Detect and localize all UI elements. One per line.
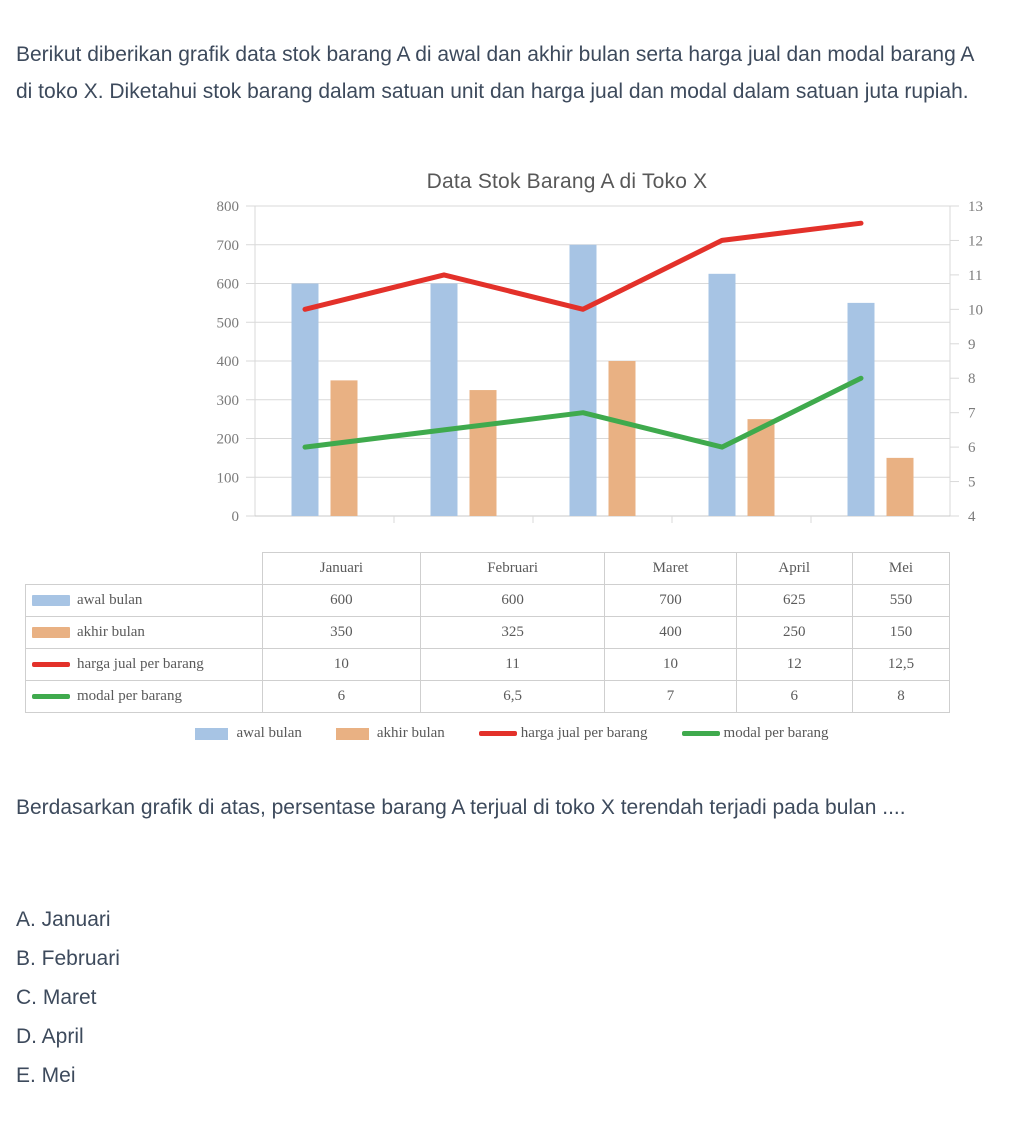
chart-container [0,170,1024,524]
chart-title: Data Stok Barang A di Toko X [426,170,708,193]
plot-area [0,194,1024,524]
chart-legend [0,725,1024,742]
legend-item [682,725,829,742]
chart-svg [0,194,1024,524]
table-series-label-text: modal per barang [77,688,182,705]
bar-akhir-bulan-maret [609,361,636,516]
table-row [26,585,950,617]
bar-awal-bulan-mei [848,303,875,516]
legend-box-icon [336,728,369,740]
chart-data-table [25,552,950,713]
table-cell: 325 [420,617,605,649]
table-cell: 600 [420,585,605,617]
bar-awal-bulan-februari [431,284,458,517]
bar-awal-bulan-januari [292,284,319,517]
legend-item-label: akhir bulan [376,725,445,741]
answer-choice-c[interactable]: C. Maret [16,986,97,1009]
y-axis-left-tick-label: 500 [216,315,239,332]
legend-item-label: harga jual per barang [520,725,648,741]
table-cell: 550 [852,585,949,617]
answer-choice-d[interactable]: D. April [16,1025,84,1048]
table-month-header: April [736,553,852,585]
table-cell: 350 [263,617,421,649]
table-series-label-text: akhir bulan [77,624,145,641]
answer-choice-e[interactable]: E. Mei [16,1064,76,1087]
table-cell: 8 [852,681,949,713]
y-axis-left-tick-label: 700 [216,237,239,254]
y-axis-right-tick-label: 7 [968,405,976,422]
table-cell: 10 [263,649,421,681]
y-axis-right-tick-label: 5 [968,474,976,491]
table-series-label [26,681,263,713]
y-axis-right-tick-label: 6 [968,440,976,457]
legend-line-icon [32,694,70,699]
table-series-label [26,617,263,649]
y-axis-right-tick-label: 4 [968,509,976,524]
table-month-header: Maret [605,553,736,585]
legend-line-icon [479,731,517,736]
table-cell: 6,5 [420,681,605,713]
legend-item-label: modal per barang [723,725,829,741]
table-cell: 6 [736,681,852,713]
y-axis-right-tick-label: 10 [968,302,983,319]
table-series-label [26,585,263,617]
table-cell: 600 [263,585,421,617]
table-cell: 12,5 [852,649,949,681]
table-cell: 11 [420,649,605,681]
prompt-text: Berikut diberikan grafik data stok barang A di awal dan akhir bulan serta harga jual dan modal barang A di toko X. Diketahui stok barang dalam satuan unit dan harga jual dan modal dalam satuan juta rupiah. [16,43,974,103]
y-axis-left-tick-label: 400 [216,354,239,370]
y-axis-right-tick-label: 13 [968,199,983,215]
y-axis-left-tick-label: 300 [216,392,239,409]
table-corner-cell [26,553,263,585]
y-axis-left-tick-label: 600 [216,276,239,293]
legend-line-icon [682,731,720,736]
bar-akhir-bulan-februari [470,390,497,516]
table-cell: 400 [605,617,736,649]
table-series-label-text: harga jual per barang [77,656,204,673]
table-month-header: Januari [263,553,421,585]
table-series-label [26,649,263,681]
table-header-row [26,553,950,585]
y-axis-right-tick-label: 8 [968,371,976,388]
y-axis-left-tick-label: 0 [231,509,239,524]
legend-item-label: awal bulan [236,725,302,741]
bar-awal-bulan-april [709,274,736,516]
legend-item [479,725,648,742]
legend-box-icon [32,627,70,638]
table-row [26,649,950,681]
table-cell: 7 [605,681,736,713]
legend-line-icon [32,662,70,667]
table-cell: 12 [736,649,852,681]
question-text: Berdasarkan grafik di atas, persentase barang A terjual di toko X terendah terjadi pada bulan .... [16,796,906,819]
table-cell: 250 [736,617,852,649]
y-axis-left-tick-label: 200 [216,431,239,448]
bar-awal-bulan-maret [570,245,597,516]
table-row [26,617,950,649]
y-axis-left-tick-label: 100 [216,470,239,487]
y-axis-right-tick-label: 12 [968,233,983,250]
table-cell: 6 [263,681,421,713]
answer-choice-b[interactable]: B. Februari [16,947,120,970]
table-cell: 700 [605,585,736,617]
legend-box-icon [195,728,228,740]
answer-choices [16,900,616,1095]
y-axis-left-tick-label: 800 [216,199,239,215]
table-month-header: Februari [420,553,605,585]
table-cell: 150 [852,617,949,649]
legend-item [195,725,301,742]
bar-akhir-bulan-mei [887,458,914,516]
answer-choice-a[interactable]: A. Januari [16,908,111,931]
table-row [26,681,950,713]
y-axis-right-tick-label: 11 [968,267,983,284]
bar-akhir-bulan-januari [331,380,358,516]
legend-box-icon [32,595,70,606]
table-cell: 625 [736,585,852,617]
table-month-header: Mei [852,553,949,585]
table-cell: 10 [605,649,736,681]
legend-item [336,725,445,742]
y-axis-right-tick-label: 9 [968,336,976,353]
table-series-label-text: awal bulan [77,592,143,609]
